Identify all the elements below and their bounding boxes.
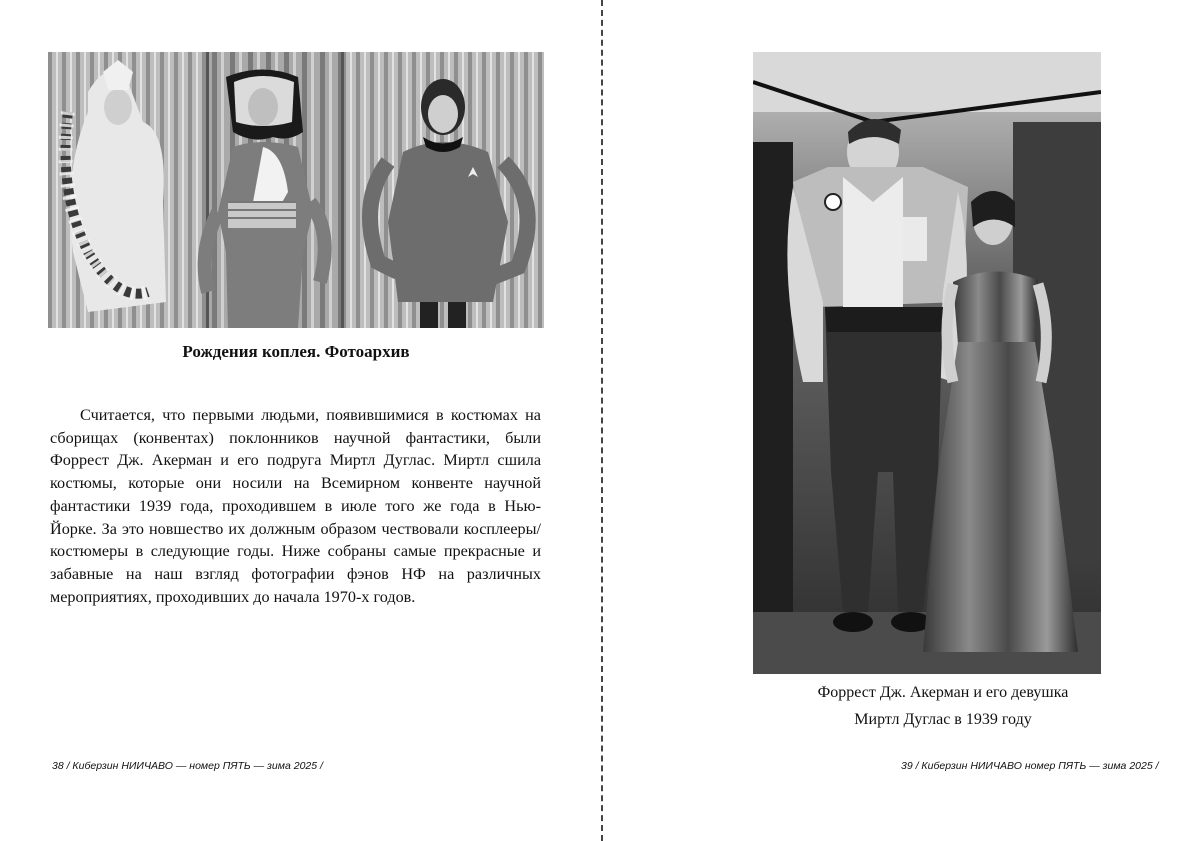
photo-image-icon [48, 52, 544, 328]
article-paragraph: Считается, что первыми людьми, появившимися в костюмах на сборищах (конвентах) поклонников научной фантастики, были Форрест Дж. Акерман и его подруга Миртл Дуглас. Миртл сшила костюмы, которые они носили на Всемирном конвенте научной фантастики 1939 года, проходившем в июле того же года в Нью-Йорке. За это новшество их должным образом чествовали косплееры/костюмеры в следующие годы. Ниже собраны самые прекрасные и забавные на наш взгляд фотографии фэнов НФ на различных мероприятиях, проходивших до начала 1970-х годов. [50, 406, 541, 606]
photo-caption-line2: Миртл Дуглас в 1939 году [854, 711, 1032, 728]
photo-caption-line1: Форрест Дж. Акерман и его девушка [817, 684, 1069, 701]
costumes-photo [48, 52, 544, 328]
right-page [603, 0, 1200, 841]
photo-image-icon [753, 52, 1101, 674]
page-heading: Рождения коплея. Фотоархив [182, 342, 410, 361]
page-footer-right: 39 / Киберзин НИИЧАВО номер ПЯТЬ — зима 2025 / [901, 760, 1159, 772]
page-footer-left: 38 / Киберзин НИИЧАВО — номер ПЯТЬ — зима 2025 / [52, 760, 323, 772]
ackerman-photo [753, 52, 1101, 674]
